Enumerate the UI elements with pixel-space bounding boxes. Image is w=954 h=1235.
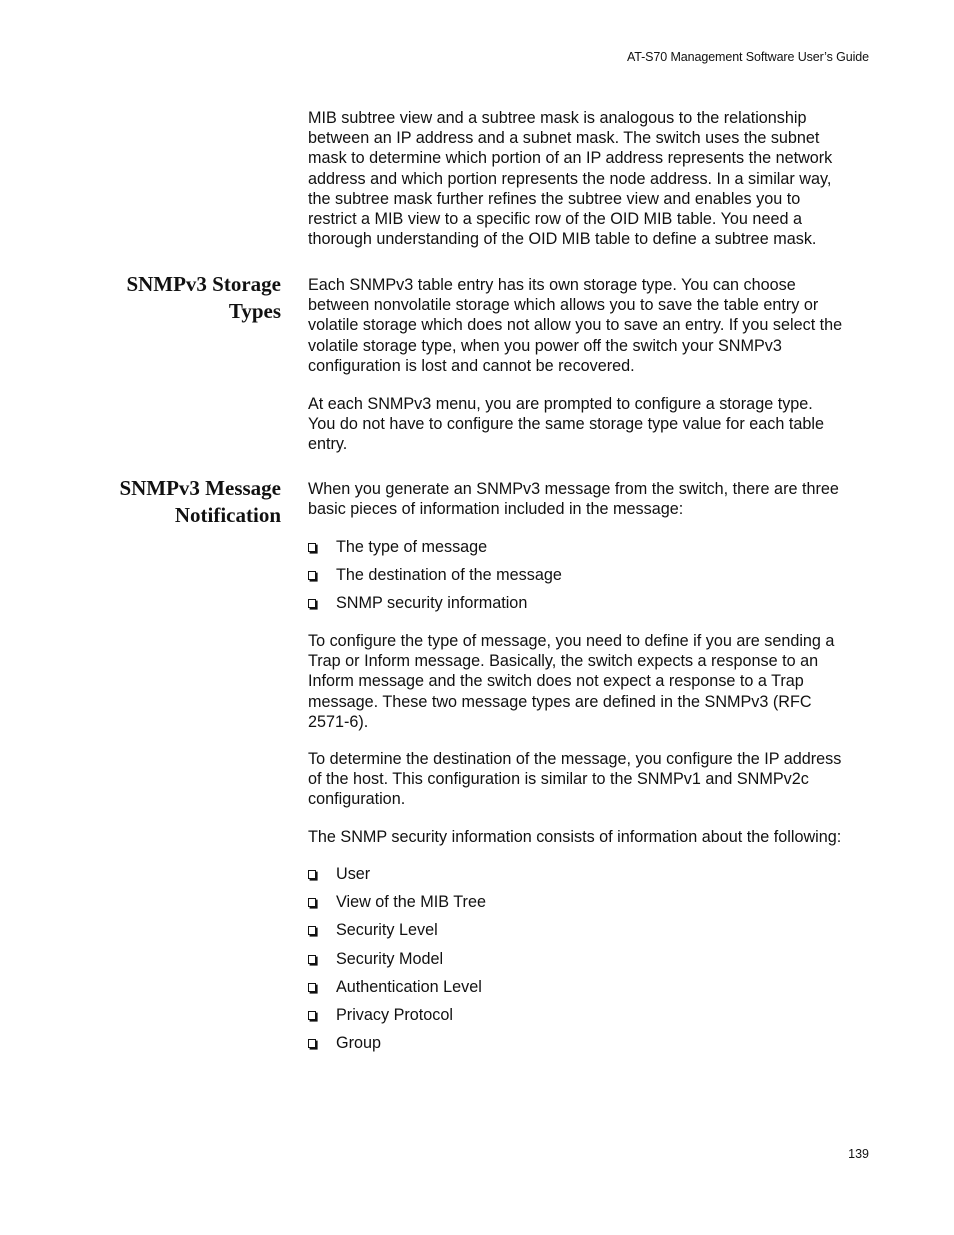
checkbox-bullet-icon — [308, 599, 316, 608]
text-line: Each SNMPv3 table entry has its own storage type. You can choose — [308, 276, 796, 294]
checkbox-bullet-icon — [308, 870, 316, 879]
text-line: address and which portion represents the node address. In a similar way, — [308, 169, 832, 188]
list-item-label: View of the MIB Tree — [336, 893, 486, 911]
text-line: basic pieces of information included in the message: — [308, 500, 684, 519]
text-line: volatile storage which does not allow you to save an entry. If you select the — [308, 316, 843, 335]
notification-paragraph-3 — [308, 749, 878, 810]
text-line: configuration is lost and cannot be recovered. — [308, 356, 635, 375]
list-item-label: SNMP security information — [336, 594, 528, 612]
page-number: 139 — [848, 1147, 869, 1161]
checkbox-bullet-icon — [308, 898, 316, 907]
list-item-label: Security Model — [336, 950, 444, 968]
text-line: To configure the type of message, you need to define if you are sending a — [308, 632, 835, 650]
text-line: Trap or Inform message. Basically, the switch expects a response to an — [308, 652, 819, 671]
checkbox-bullet-icon — [308, 983, 316, 992]
text-line: To determine the destination of the message, you configure the IP address — [308, 750, 842, 768]
text-line: You do not have to configure the same storage type value for each table — [308, 415, 824, 434]
checkbox-bullet-icon — [308, 571, 316, 580]
section-heading-message-notification — [81, 475, 281, 529]
notification-paragraph-1 — [308, 479, 878, 519]
storage-paragraph-2 — [308, 394, 878, 455]
text-line: thorough understanding of the OID MIB table to define a subtree mask. — [308, 230, 817, 249]
text-line: 2571-6). — [308, 712, 369, 731]
notification-paragraph-4 — [308, 827, 878, 847]
heading-line: Types — [228, 299, 281, 323]
list-item-label: The destination of the message — [336, 566, 562, 584]
text-line: At each SNMPv3 menu, you are prompted to configure a storage type. — [308, 395, 813, 413]
section-heading-storage-types — [81, 271, 281, 325]
checkbox-bullet-icon — [308, 955, 316, 964]
text-line: volatile storage type, when you power off the switch your SNMPv3 — [308, 336, 782, 355]
text-line: message. These two message types are defined in the SNMPv3 (RFC — [308, 692, 812, 711]
text-line: The SNMP security information consists of information about the following: — [308, 828, 842, 846]
heading-line: SNMPv3 Message — [119, 476, 281, 500]
text-line: of the host. This configuration is similar to the SNMPv1 and SNMPv2c — [308, 770, 809, 789]
text-line: entry. — [308, 435, 348, 454]
text-line: Inform message and the switch does not expect a response to a Trap — [308, 672, 804, 691]
text-line: restrict a MIB view to a specific row of the OID MIB table. You need a — [308, 210, 802, 229]
intro-paragraph — [308, 108, 878, 249]
list-item-label: The type of message — [336, 538, 488, 556]
checkbox-bullet-icon — [308, 926, 316, 935]
text-line: between an IP address and a subnet mask. The switch uses the subnet — [308, 129, 820, 148]
text-line: configuration. — [308, 790, 406, 809]
checkbox-bullet-icon — [308, 1011, 316, 1020]
running-header: AT-S70 Management Software User’s Guide — [626, 50, 869, 64]
text-line: between nonvolatile storage which allows you to save the table entry or — [308, 296, 819, 315]
checkbox-bullet-icon — [308, 1039, 316, 1048]
list-item-label: Authentication Level — [336, 978, 482, 996]
storage-paragraph-1 — [308, 275, 878, 376]
checkbox-bullet-icon — [308, 543, 316, 552]
heading-line: SNMPv3 Storage — [126, 272, 281, 296]
list-item-label: Security Level — [336, 921, 438, 939]
text-line: When you generate an SNMPv3 message from the switch, there are three — [308, 480, 839, 498]
notification-paragraph-2 — [308, 631, 878, 732]
text-line: mask to determine which portion of an IP address represents the network — [308, 149, 833, 168]
text-line: the subtree mask further refines the subtree view and enables you to — [308, 189, 801, 208]
list-item-label: Privacy Protocol — [336, 1006, 453, 1024]
list-item-label: Group — [336, 1034, 381, 1052]
list-item-label: User — [336, 865, 371, 883]
heading-line: Notification — [174, 503, 281, 527]
text-line: MIB subtree view and a subtree mask is analogous to the relationship — [308, 109, 807, 127]
